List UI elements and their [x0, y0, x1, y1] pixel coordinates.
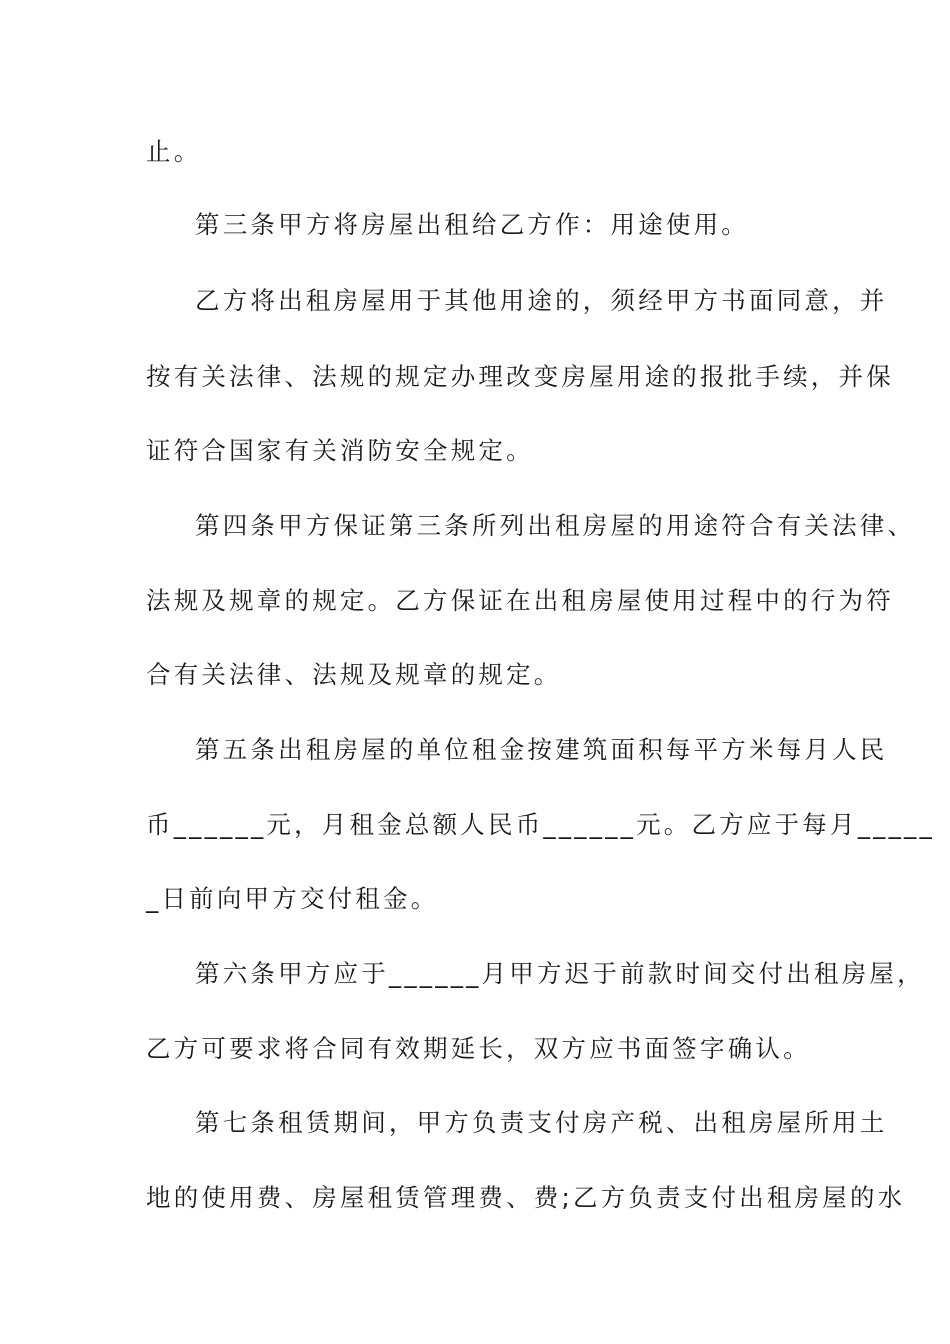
text-line-15: 地的使用费、房屋租赁管理费、费;乙方负责支付出租房屋的水 [146, 1183, 906, 1212]
text-line-9: 第五条出租房屋的单位租金按建筑面积每平方米每月人民 [195, 735, 888, 764]
text-line-5: 证符合国家有关消防安全规定。 [146, 436, 534, 465]
text-line-10: 币______元，月租金总额人民币______元。乙方应于每月_____ [146, 810, 935, 839]
text-line-6: 第四条甲方保证第三条所列出租房屋的用途符合有关法律、 [195, 511, 916, 540]
text-line-7: 法规及规章的规定。乙方保证在出租房屋使用过程中的行为符 [146, 586, 894, 615]
text-line-4: 按有关法律、法规的规定办理改变房屋用途的报批手续，并保 [146, 362, 894, 391]
text-line-1: 止。 [146, 137, 202, 166]
text-line-13: 乙方可要求将合同有效期延长，双方应书面签字确认。 [146, 1034, 811, 1063]
text-line-14: 第七条租赁期间，甲方负责支付房产税、出租房屋所用土 [195, 1108, 888, 1137]
text-line-3: 乙方将出租房屋用于其他用途的，须经甲方书面同意，并 [195, 286, 888, 315]
text-line-2: 第三条甲方将房屋出租给乙方作：用途使用。 [195, 210, 749, 239]
text-line-12: 第六条甲方应于______月甲方迟于前款时间交付出租房屋， [195, 959, 925, 988]
text-line-8: 合有关法律、法规及规章的规定。 [146, 660, 562, 689]
text-line-11: _日前向甲方交付租金。 [146, 884, 439, 913]
